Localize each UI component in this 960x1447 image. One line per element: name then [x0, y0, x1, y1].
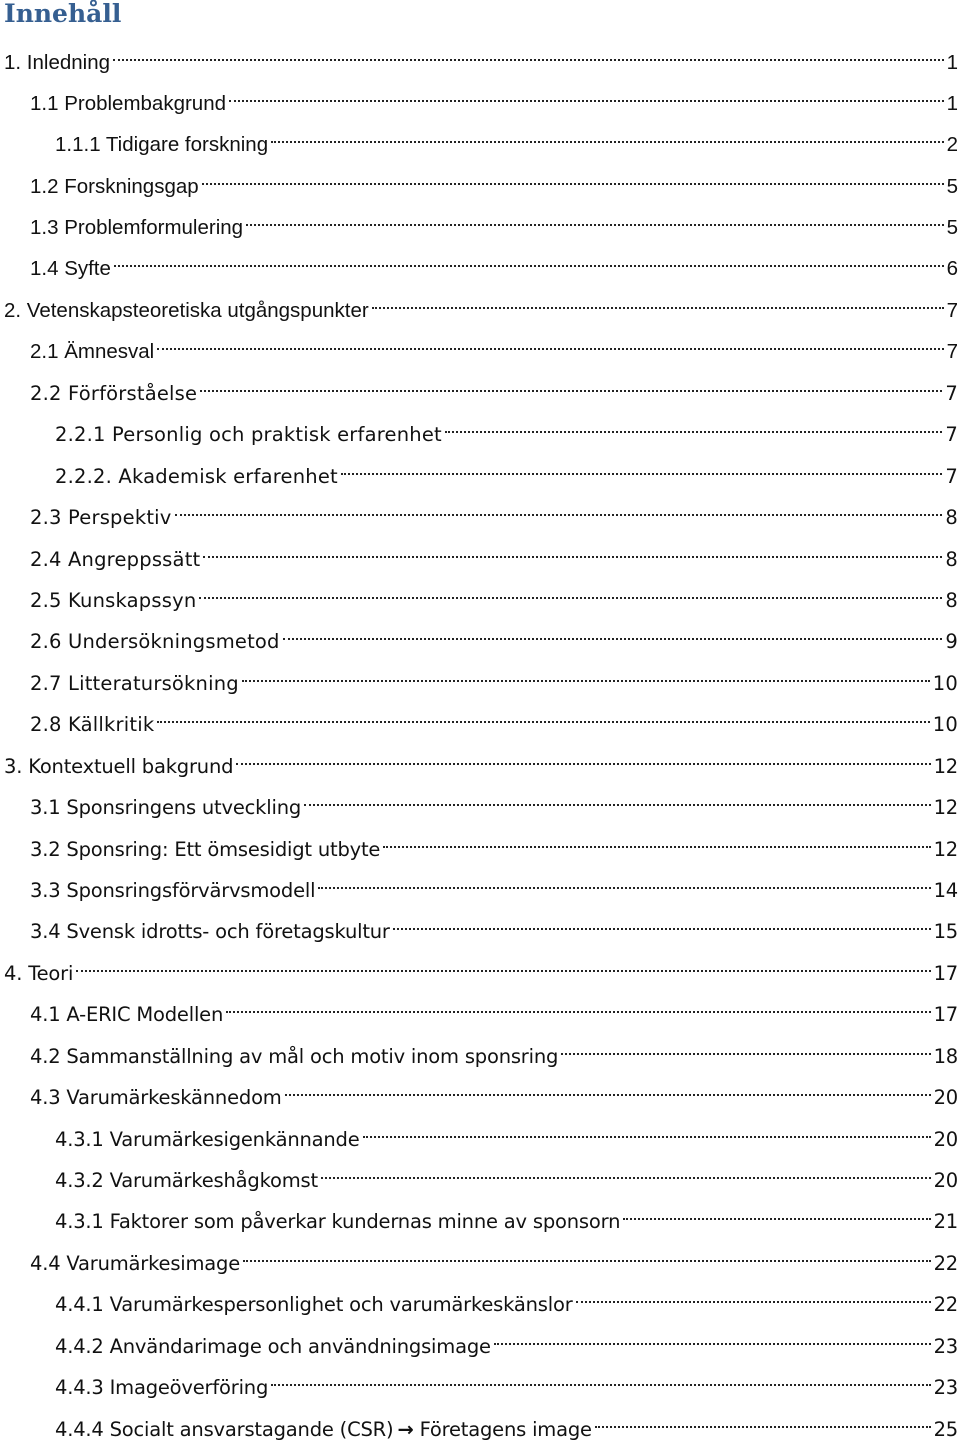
toc-entry-label: 3.4 Svensk idrotts- och företagskultur [30, 920, 390, 943]
toc-entry-label: 2.2.1 Personlig och praktisk erfarenhet [55, 423, 442, 446]
toc-entry-2-3[interactable] [30, 490, 960, 529]
toc-entry-3-3[interactable] [30, 863, 960, 902]
dot-leader [157, 697, 929, 731]
toc-entry-label: 1.3 Problemformulering [30, 216, 244, 239]
toc-entry-label: 2.3 Perspektiv [30, 506, 172, 529]
toc-entry-label: 4.2 Sammanställning av mål och motiv inom sponsring [30, 1045, 559, 1068]
toc-entry-label: 1.1.1 Tidigare forskning [55, 133, 269, 156]
toc-entry-3-2[interactable] [30, 822, 960, 861]
dot-leader [157, 324, 943, 358]
toc-entry-page: 5 [946, 216, 958, 239]
dot-leader [76, 946, 930, 980]
toc-entry-page: 7 [945, 423, 958, 446]
toc-entry-page: 8 [945, 548, 958, 571]
toc-entry-2-1[interactable] [30, 324, 960, 363]
dot-leader [494, 1319, 931, 1353]
toc-entry-1-1[interactable] [30, 76, 960, 115]
toc-entry-label: 1.2 Forskningsgap [30, 175, 199, 198]
dot-leader [304, 780, 931, 814]
toc-entry-3[interactable] [4, 739, 960, 778]
toc-entry-label: 4.3.1 Faktorer som påverkar kundernas minne av sponsorn [55, 1210, 621, 1233]
toc-entry-page: 6 [946, 257, 958, 280]
dot-leader [226, 987, 930, 1021]
dot-leader [243, 1236, 931, 1270]
dot-leader [113, 35, 944, 69]
toc-entry-4-4-1[interactable] [55, 1277, 960, 1316]
toc-entry-label: 3. Kontextuell bakgrund [4, 755, 234, 778]
toc-entry-page: 12 [933, 755, 958, 778]
toc-entry-label: 1. Inledning [4, 51, 111, 74]
toc-entry-2-5[interactable] [30, 573, 960, 612]
toc-entry-4-4-3[interactable] [55, 1360, 960, 1399]
toc-entry-2-4[interactable] [30, 532, 960, 571]
toc-entry-page: 7 [946, 340, 958, 363]
toc-entry-1-3[interactable] [30, 200, 960, 239]
toc-entry-page: 9 [945, 630, 958, 653]
toc-entry-page: 7 [945, 465, 958, 488]
dot-leader [623, 1194, 930, 1228]
dot-leader [199, 573, 942, 607]
toc-entry-label: 4.4.1 Varumärkespersonlighet och varumärkeskänslor [55, 1293, 573, 1316]
toc-entry-page: 21 [933, 1210, 958, 1233]
toc-entry-page: 22 [933, 1252, 958, 1275]
toc-entry-page: 25 [933, 1418, 958, 1441]
dot-leader [271, 117, 943, 151]
dot-leader [271, 1360, 930, 1394]
toc-entry-label: 4.3.1 Varumärkesigenkännande [55, 1128, 360, 1151]
toc-entry-4-2[interactable] [30, 1029, 960, 1068]
toc-entry-label: 4.3 Varumärkeskännedom [30, 1086, 282, 1109]
toc-entry-label: 1.4 Syfte [30, 257, 111, 280]
dot-leader [393, 904, 931, 938]
toc-entry-4-3[interactable] [30, 1070, 960, 1109]
dot-leader [283, 614, 943, 648]
toc-entry-label: 4.4.3 Imageöverföring [55, 1376, 269, 1399]
dot-leader [203, 532, 942, 566]
dot-leader [114, 241, 944, 275]
dot-leader [372, 283, 944, 317]
toc-entry-label-part: 4.4.4 Socialt ansvarstagande (CSR) [55, 1418, 394, 1441]
toc-entry-label: 4.1 A-ERIC Modellen [30, 1003, 224, 1026]
toc-entry-label: 2. Vetenskapsteoretiska utgångspunkter [4, 299, 369, 322]
toc-entry-label: 2.7 Litteratursökning [30, 672, 239, 695]
toc-entry-2-6[interactable] [30, 614, 960, 653]
toc-entry-1-4[interactable] [30, 241, 960, 280]
toc-entry-page: 7 [946, 299, 958, 322]
dot-leader [236, 739, 930, 773]
toc-entry-page: 10 [932, 713, 958, 736]
toc-entry-label: 4. Teori [4, 962, 74, 985]
toc-entry-label: 4.4.2 Användarimage och användningsimage [55, 1335, 491, 1358]
toc-entry-page: 5 [946, 175, 958, 198]
toc-entry-page: 14 [933, 879, 958, 902]
dot-leader [445, 407, 943, 441]
toc-entry-page: 2 [946, 133, 958, 156]
toc-entry-4[interactable] [4, 946, 960, 985]
dot-leader [246, 200, 944, 234]
dot-leader [383, 822, 930, 856]
toc-entry-label [55, 1413, 592, 1447]
dot-leader [242, 656, 930, 690]
toc-entry-4-1[interactable] [30, 987, 960, 1026]
toc-entry-2[interactable] [4, 283, 960, 322]
dot-leader [341, 449, 943, 483]
toc-entry-4-3-1-faktorer[interactable] [55, 1194, 960, 1233]
toc-entry-4-4-2[interactable] [55, 1319, 960, 1358]
toc-entry-label: 4.3.2 Varumärkeshågkomst [55, 1169, 318, 1192]
dot-leader [318, 863, 930, 897]
toc-entry-label: 3.3 Sponsringsförvärvsmodell [30, 879, 316, 902]
toc-entry-4-4-4[interactable] [55, 1402, 960, 1441]
dot-leader [202, 159, 944, 193]
dot-leader [561, 1029, 930, 1063]
toc-entry-2-2-1[interactable] [55, 407, 960, 446]
toc-entry-4-4[interactable] [30, 1236, 960, 1275]
toc-entry-4-3-1[interactable] [55, 1112, 960, 1151]
toc-entry-2-2-2[interactable] [55, 449, 960, 488]
dot-leader [576, 1277, 931, 1311]
toc-entry-label: 2.1 Ämnesval [30, 340, 155, 363]
toc-entry-label-part: Företagens image [419, 1418, 592, 1441]
toc-entry-page: 15 [933, 920, 958, 943]
dot-leader [595, 1402, 931, 1436]
dot-leader [200, 366, 942, 400]
toc-entry-page: 8 [945, 589, 958, 612]
toc-entry-page: 7 [945, 382, 958, 405]
toc-entry-label: 3.1 Sponsringens utveckling [30, 796, 302, 819]
toc-entry-page: 1 [946, 51, 958, 74]
dot-leader [285, 1070, 931, 1104]
toc-entry-label: 2.5 Kunskapssyn [30, 589, 197, 612]
dot-leader [229, 76, 944, 110]
toc-entry-label: 2.6 Undersökningsmetod [30, 630, 280, 653]
toc-entry-label: 2.4 Angreppssätt [30, 548, 201, 571]
toc-title: Innehåll [4, 0, 122, 28]
toc-entry-4-3-2[interactable] [55, 1153, 960, 1192]
toc-entry-page: 12 [933, 796, 958, 819]
toc-entry-3-1[interactable] [30, 780, 960, 819]
toc-entry-page: 18 [933, 1045, 958, 1068]
toc-entry-1-1-1[interactable] [55, 117, 960, 156]
toc-entry-2-8[interactable] [30, 697, 960, 736]
dot-leader [363, 1112, 931, 1146]
toc-entry-page: 22 [933, 1293, 958, 1316]
toc-entry-label: 1.1 Problembakgrund [30, 92, 227, 115]
dot-leader [175, 490, 943, 524]
toc-entry-3-4[interactable] [30, 904, 960, 943]
toc-entry-label: 2.2 Förförståelse [30, 382, 198, 405]
toc-entry-page: 10 [932, 672, 958, 695]
toc-entry-page: 23 [933, 1376, 958, 1399]
dot-leader [321, 1153, 931, 1187]
toc-entry-page: 8 [945, 506, 958, 529]
toc-entry-label: 2.2.2. Akademisk erfarenhet [55, 465, 338, 488]
toc-entry-page: 20 [933, 1128, 958, 1151]
toc-entry-page: 12 [933, 838, 958, 861]
toc-entry-page: 20 [933, 1169, 958, 1192]
toc-entry-1-2[interactable] [30, 159, 960, 198]
toc-entry-label: 2.8 Källkritik [30, 713, 155, 736]
toc-entry-page: 1 [946, 92, 958, 115]
toc-entry-page: 23 [933, 1335, 958, 1358]
toc-entry-label: 3.2 Sponsring: Ett ömsesidigt utbyte [30, 838, 381, 861]
toc-entry-page: 17 [933, 1003, 958, 1026]
toc-entry-1-inledning[interactable] [4, 35, 960, 74]
toc-entry-page: 20 [933, 1086, 958, 1109]
toc-entry-2-7[interactable] [30, 656, 960, 695]
toc-entry-2-2[interactable] [30, 366, 960, 405]
toc-entry-page: 17 [933, 962, 958, 985]
toc-entry-label: 4.4 Varumärkesimage [30, 1252, 241, 1275]
right-arrow-icon: → [397, 1418, 414, 1441]
